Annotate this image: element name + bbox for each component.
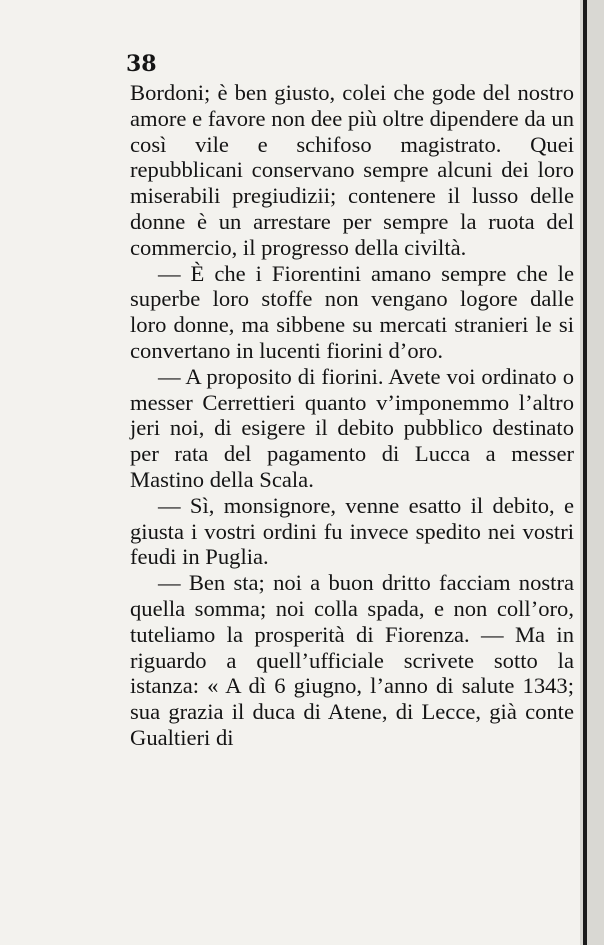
page-number: 38 — [126, 51, 157, 77]
body-text — [130, 80, 574, 751]
paragraph-5: — Ben sta; noi a buon dritto facciam nostra quella somma; noi colla spada, e non coll’oro, tuteliamo la prosperità di Fiorenza. — Ma in riguardo a quell’ufficiale scrivete sotto la istanza: « A dì 6 giugno, l’anno di salute 1343; sua grazia il duca di Atene, di Lecce, già conte Gualtieri di — [130, 570, 574, 750]
paragraph-1: Bordoni; è ben giusto, colei che gode del nostro amore e favore non dee più oltre dipendere da un così vile e schifoso magistrato. Quei repubblicani conservano sempre alcuni dei loro miserabili pregiudizii; contenere il lusso delle donne è un arrestare per sempre la ruota del commercio, il progresso della civiltà. — [130, 80, 574, 260]
paragraph-3: — A proposito di fiorini. Avete voi ordinato o messer Cerrettieri quanto v’imponemmo l’altro jeri noi, di esigere il debito pubblico destinato per rata del pagamento di Lucca a messer Mastino della Scala. — [130, 363, 574, 492]
page-edge-shadow — [583, 0, 587, 945]
paragraph-4: — Sì, monsignore, venne esatto il debito, e giusta i vostri ordini fu invece spedito nei vostri feudi in Puglia. — [130, 492, 574, 570]
paragraph-2: — È che i Fiorentini amano sempre che le superbe loro stoffe non vengano logore dalle loro donne, ma sibbene su mercati stranieri le si convertano in lucenti fiorini d’oro. — [130, 260, 574, 363]
